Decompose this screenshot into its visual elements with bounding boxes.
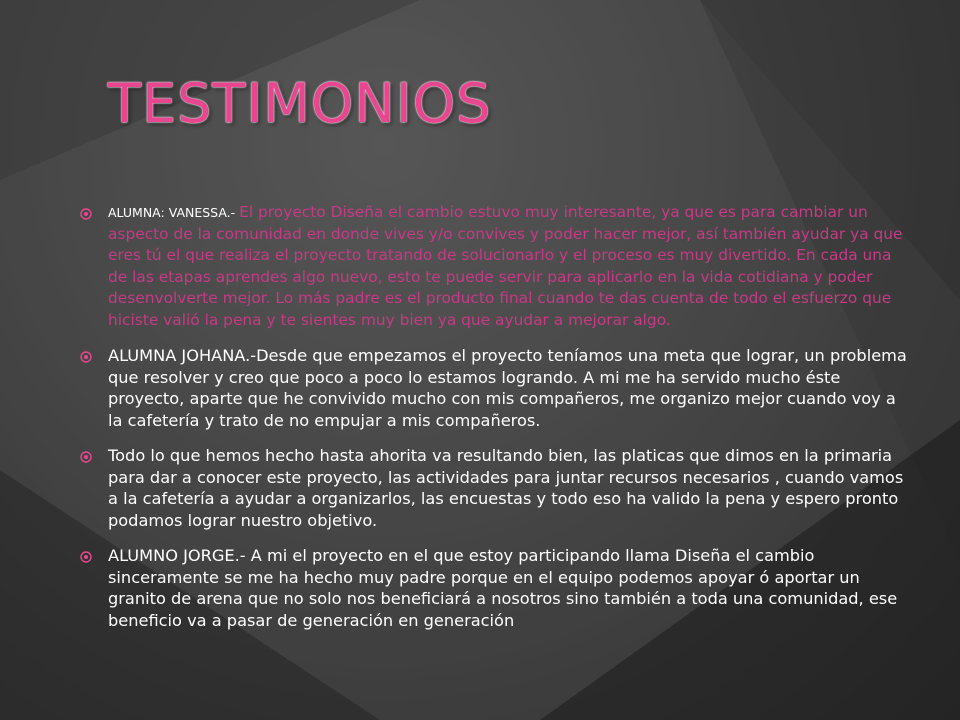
testimony-text: ALUMNA JOHANA.-Desde que empezamos el proyecto teníamos una meta que lograr, un problema que resolver y creo que poco a poco lo estamos logrando. A mi me ha servido mucho éste proyecto, aparte que he convivido mucho con mis compañeros, me organizo mejor cuando voy a la cafetería y trato de no empujar a mis compañeros. — [108, 346, 907, 430]
list-item — [80, 345, 910, 431]
target-circle-icon — [80, 551, 92, 563]
slide-title: TESTIMONIOS — [108, 72, 492, 135]
testimonials-list — [80, 202, 910, 645]
testimony-text: ALUMNO JORGE.- A mi el proyecto en el que estoy participando llama Diseña el cambio sinceramente se me ha hecho muy padre porque en el equipo podemos apoyar ó aportar un granito de arena que no solo nos beneficiará a nosotros sino también a toda una comunidad, ese beneficio va a pasar de generación en generación — [108, 546, 898, 630]
list-item — [80, 445, 910, 531]
target-circle-icon — [80, 451, 92, 463]
list-item — [80, 202, 910, 331]
testimony-speaker: ALUMNA: VANESSA.- — [108, 205, 240, 220]
testimony-text: Todo lo que hemos hecho hasta ahorita va resultando bien, las platicas que dimos en la primaria para dar a conocer este proyecto, las actividades para juntar recursos necesarios , cuando vamos a la cafetería a ayudar a organizarlos, las encuestas y todo eso ha valido la pena y espero pronto podamos lograr nuestro objetivo. — [108, 446, 904, 530]
target-circle-icon — [80, 351, 92, 363]
testimony-text: El proyecto Diseña el cambio estuvo muy interesante, ya que es para cambiar un aspecto de la comunidad en donde vives y/o convives y poder hacer mejor, así también ayudar ya que eres tú el que realiza el proyecto tratando de solucionarlo y el proceso es muy divertido. En cada una de las etapas aprendes algo nuevo, esto te puede servir para aplicarlo en la vida cotidiana y poder desenvolverte mejor. Lo más padre es el producto final cuando te das cuenta de todo el esfuerzo que hiciste valió la pena y te sientes muy bien ya que ayudar a mejorar algo. — [108, 203, 903, 329]
target-circle-icon — [80, 208, 92, 220]
list-item — [80, 545, 910, 631]
